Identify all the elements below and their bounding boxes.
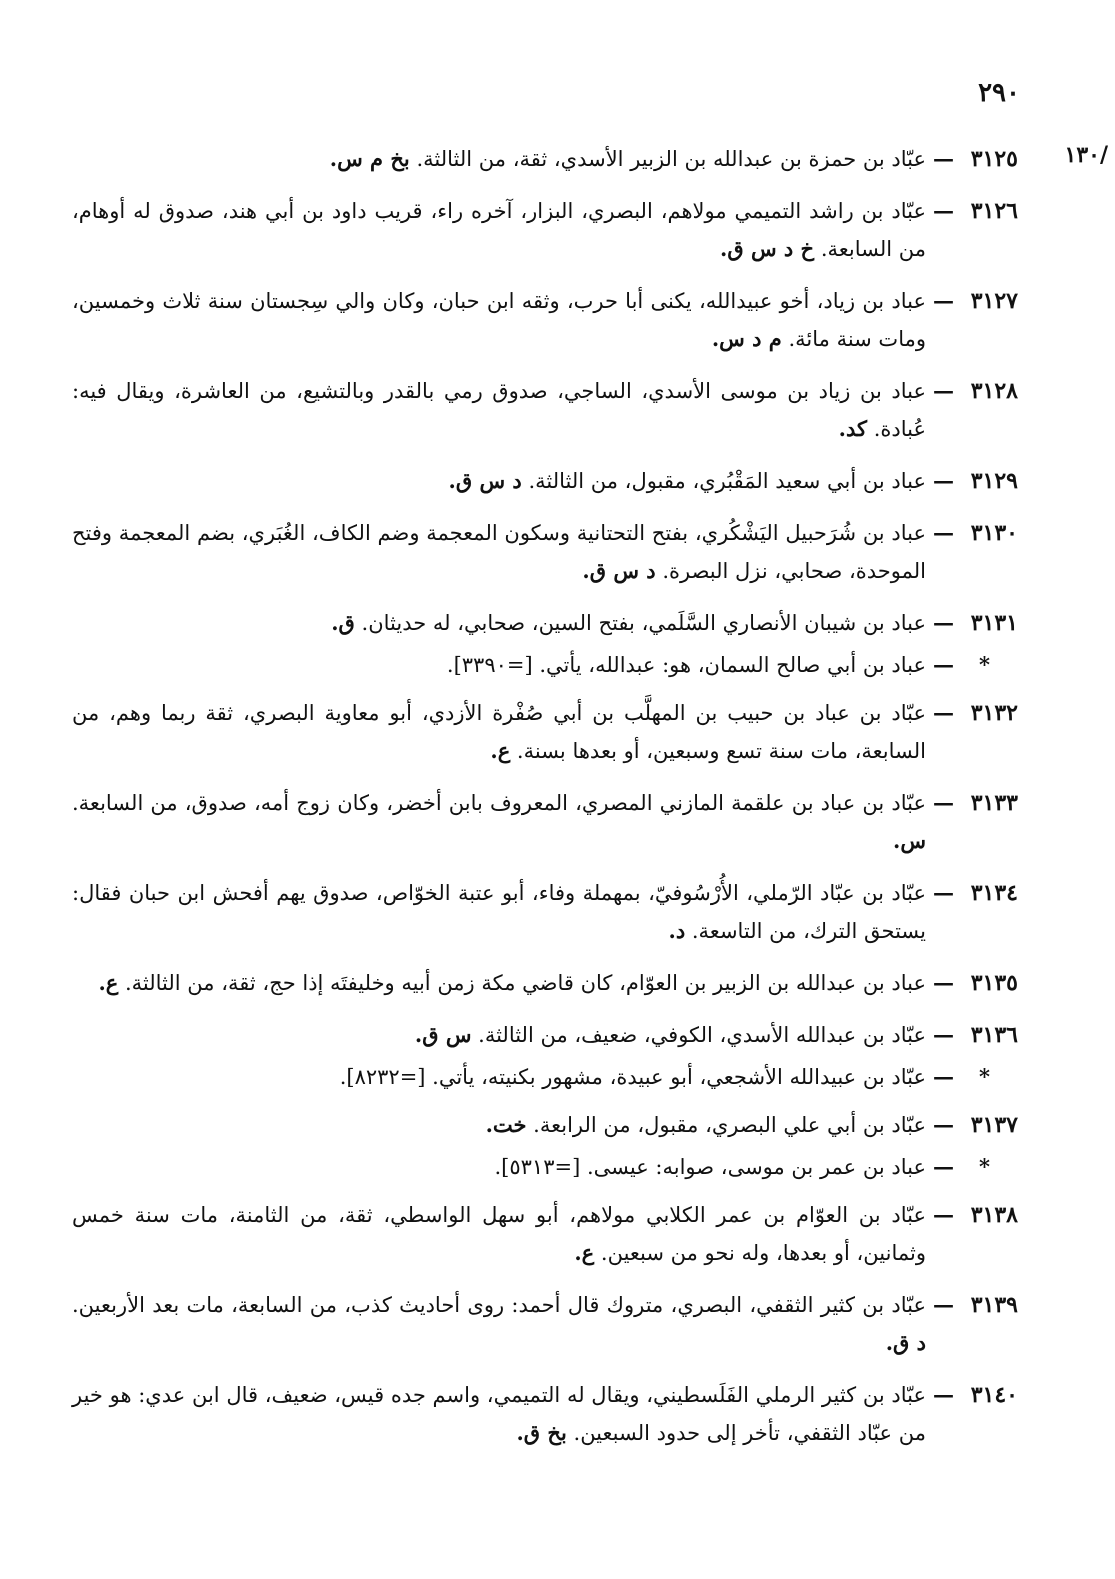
entry-dash: — — [933, 652, 954, 677]
entry-text: عباد بن أبي صالح السمان، هو: عبدالله، يأتي. [=٣٣٩٠]. — [446, 653, 926, 677]
entry-text: عباد بن زياد بن موسى الأسدي، الساجي، صدوق رمي بالقدر وبالتشيع، من العاشرة، ويقال فيه: عُبادة. — [72, 379, 926, 441]
entry-dash: — — [933, 1154, 954, 1179]
biography-entry — [72, 462, 1018, 500]
entry-number: ٣١٢٧ — [970, 288, 1018, 314]
entry-number: ٣١٣٣ — [970, 790, 1018, 816]
entry-dash: — — [933, 1112, 954, 1137]
entry-text: عبّاد بن العوّام بن عمر الكلابي مولاهم، أبو سهل الواسطي، ثقة، من الثامنة، مات سنة خمس وثمانين، أو بعدها، وله نحو من سبعين. — [72, 1203, 926, 1265]
entry-dash: — — [933, 520, 954, 545]
entry-number: ٣١٣٠ — [970, 520, 1018, 546]
entry-dash: — — [933, 288, 954, 313]
biography-entries-list — [72, 140, 1018, 1466]
entry-text: عبّاد بن عبيدالله الأشجعي، أبو عبيدة، مشهور بكنيته، يأتي. [=٨٢٣٢]. — [339, 1065, 926, 1089]
source-codes: بخ ق. — [516, 1420, 567, 1445]
cross-reference-marker: * — [979, 1064, 990, 1089]
entry-dash: — — [933, 1292, 954, 1317]
entry-number: ٣١٢٨ — [970, 378, 1018, 404]
entry-dash: — — [933, 468, 954, 493]
entry-number: ٣١٤٠ — [970, 1382, 1018, 1408]
entry-dash: — — [933, 1382, 954, 1407]
entry-text: عبّاد بن عبّاد الرّملي، الأُرْسُوفيّ، بمهملة وفاء، أبو عتبة الخوّاص، صدوق يهم أفحش ابن حبان فقال: يستحق الترك، من التاسعة. — [72, 881, 926, 943]
entry-number: ٣١٢٩ — [970, 468, 1018, 494]
entry-dash: — — [933, 700, 954, 725]
entry-dash: — — [933, 1064, 954, 1089]
biography-entry — [72, 784, 1018, 860]
biography-entry — [72, 874, 1018, 950]
biography-entry — [72, 694, 1018, 770]
source-codes: بخ م س. — [329, 146, 410, 171]
entry-dash: — — [933, 880, 954, 905]
biography-entry — [72, 192, 1018, 268]
entry-number: ٣١٣٥ — [970, 970, 1018, 996]
biography-entry — [72, 1286, 1018, 1362]
entry-text: عبّاد بن عباد بن علقمة المازني المصري، المعروف بابن أخضر، وكان زوج أمه، صدوق، من السابعة. — [72, 791, 926, 815]
entry-text: عباد بن عمر بن موسى، صوابه: عيسى. [=٥٣١٣]. — [494, 1155, 926, 1179]
entry-dash: — — [933, 146, 954, 171]
source-codes: ع. — [574, 1240, 595, 1265]
entry-text: عباد بن شيبان الأنصاري السَّلَمي، بفتح السين، صحابي، له حديثان. — [361, 611, 926, 635]
biography-entry — [72, 1106, 1018, 1144]
source-codes: ع. — [490, 738, 511, 763]
entry-text: عبّاد بن كثير الرملي الفَلَسطيني، ويقال له التميمي، واسم جده قيس، ضعيف، قال ابن عدي: هو خير من عبّاد الثقفي، تأخر إلى حدود السبعين. — [72, 1383, 926, 1445]
entry-dash: — — [933, 1022, 954, 1047]
source-codes: ع. — [98, 970, 119, 995]
source-codes: د س ق. — [448, 468, 522, 493]
entry-dash: — — [933, 378, 954, 403]
biography-entry — [72, 1196, 1018, 1272]
biography-entry — [72, 964, 1018, 1002]
source-codes: كد. — [838, 416, 868, 441]
entry-text: عباد بن زياد، أخو عبيدالله، يكنى أبا حرب، وثقه ابن حبان، وكان والي سِجستان سنة ثلاث وخمسين، ومات سنة مائة. — [72, 289, 926, 351]
source-codes: س ق. — [414, 1022, 472, 1047]
biography-entry — [72, 282, 1018, 358]
source-codes: خت. — [485, 1112, 527, 1137]
entry-number: ٣١٣٢ — [970, 700, 1018, 726]
entry-number: ٣١٣١ — [970, 610, 1018, 636]
entry-text: عباد بن عبدالله بن الزبير بن العوّام، كان قاضي مكة زمن أبيه وخليفتَه إذا حج، ثقة، من الثالثة. — [124, 971, 926, 995]
biography-entry — [72, 604, 1018, 642]
source-codes: د. — [668, 918, 686, 943]
entry-text: عبّاد بن أبي علي البصري، مقبول، من الرابعة. — [533, 1113, 926, 1137]
cross-reference-entry — [72, 1148, 1018, 1186]
entry-dash: — — [933, 970, 954, 995]
entry-dash: — — [933, 790, 954, 815]
entry-number: ٣١٢٦ — [970, 198, 1018, 224]
cross-reference-entry — [72, 646, 1018, 684]
source-codes: س. — [893, 828, 926, 853]
entry-number: ٣١٢٥ — [970, 146, 1018, 172]
source-codes: م د س. — [711, 326, 782, 351]
entry-text: عبّاد بن راشد التميمي مولاهم، البصري، البزار، آخره راء، قريب داود بن أبي هند، صدوق له أوهام، من السابعة. — [72, 199, 926, 261]
entry-text: عباد بن أبي سعيد المَقْبُري، مقبول، من الثالثة. — [528, 469, 926, 493]
entry-text: عبّاد بن عبدالله الأسدي، الكوفي، ضعيف، من الثالثة. — [478, 1023, 926, 1047]
biography-entry — [72, 372, 1018, 448]
biography-entry — [72, 140, 1018, 178]
biography-entry — [72, 514, 1018, 590]
biography-entry — [72, 1016, 1018, 1054]
source-codes: د س ق. — [582, 558, 656, 583]
cross-reference-marker: * — [979, 1154, 990, 1179]
entry-text: عبّاد بن كثير الثقفي، البصري، متروك قال أحمد: روى أحاديث كذب، من السابعة، مات بعد الأربعين. — [72, 1293, 926, 1317]
biography-entry — [72, 1376, 1018, 1452]
entry-dash: — — [933, 610, 954, 635]
entry-dash: — — [933, 1202, 954, 1227]
source-codes: د ق. — [885, 1330, 926, 1355]
entry-number: ٣١٣٦ — [970, 1022, 1018, 1048]
entry-text: عبّاد بن عباد بن حبيب بن المهلَّب بن أبي صُفْرة الأزدي، أبو معاوية البصري، ثقة ربما وهم، من السابعة، مات سنة تسع وسبعين، أو بعدها بسنة. — [72, 701, 926, 763]
entry-number: ٣١٣٩ — [970, 1292, 1018, 1318]
source-codes: خ د س ق. — [720, 236, 815, 261]
entry-text: عباد بن شُرَحبيل اليَشْكُري، بفتح التحتانية وسكون المعجمة وضم الكاف، الغُبَري، بضم المعجمة وفتح الموحدة، صحابي، نزل البصرة. — [72, 521, 926, 583]
margin-page-reference: /١٣٠ — [1064, 142, 1108, 168]
entry-number: ٣١٣٧ — [970, 1112, 1018, 1138]
entry-number: ٣١٣٨ — [970, 1202, 1018, 1228]
cross-reference-entry — [72, 1058, 1018, 1096]
entry-number: ٣١٣٤ — [970, 880, 1018, 906]
page-number: ٢٩٠ — [978, 78, 1020, 108]
entry-dash: — — [933, 198, 954, 223]
entry-text: عبّاد بن حمزة بن عبدالله بن الزبير الأسدي، ثقة، من الثالثة. — [416, 147, 926, 171]
cross-reference-marker: * — [979, 652, 990, 677]
source-codes: ق. — [331, 610, 355, 635]
